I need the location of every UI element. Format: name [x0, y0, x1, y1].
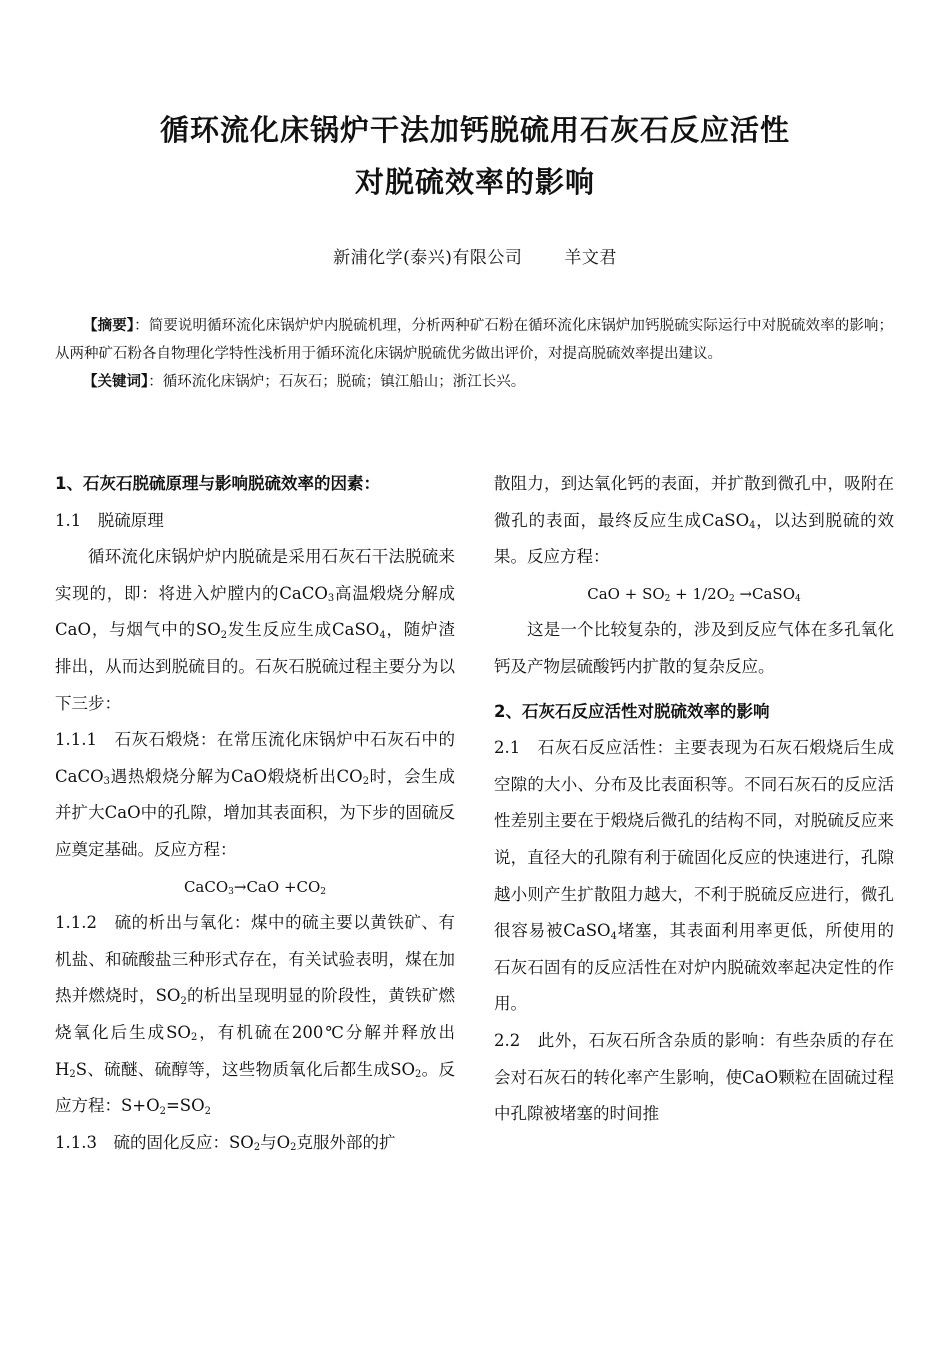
text-run: 1.1.2 硫的析出与氧化：煤中的硫主要以黄铁矿、有机盐、和硫酸盐三种形式存在，有关试验表明，煤在加热并燃烧时，SO	[55, 913, 455, 1006]
subscript: 2	[362, 776, 369, 788]
section-2-1-paragraph	[494, 730, 894, 1023]
text-run: CaCO	[183, 877, 229, 896]
affiliation: 新浦化学(泰兴)有限公司	[333, 248, 523, 268]
subscript: 2	[180, 995, 187, 1007]
text-run: →CaSO	[734, 584, 796, 603]
left-column	[55, 466, 455, 1161]
section-2-2-paragraph: 2.2 此外，石灰石所含杂质的影响：有些杂质的存在会对石灰石的转化率产生影响，使CaO颗粒在固硫过程中孔隙被堵塞的时间推	[494, 1030, 894, 1124]
subscript: 2	[320, 886, 327, 897]
subscript: 3	[228, 886, 234, 897]
subscript: 2	[190, 1032, 198, 1044]
subscript: 3	[103, 776, 110, 788]
text-run: 循环流化床锅炉炉内脱硫是采用石灰石干法脱硫来实现的，即：将进入炉膛内的CaCO	[55, 547, 455, 603]
title-line-1: 循环流化床锅炉干法加钙脱硫用石灰石反应活性	[159, 113, 790, 147]
subscript: 4	[795, 594, 801, 605]
subscript: 2	[69, 1068, 76, 1080]
text-run: 时，会生成并扩大CaO中的孔隙，增加其表面积，为下步的固硫反应奠定基础。反应方程：	[55, 766, 455, 859]
continued-paragraph	[494, 466, 894, 576]
abstract-label: 【摘要】	[83, 318, 135, 334]
text-run: 发生反应生成CaSO	[227, 620, 380, 640]
author-name: 羊文君	[564, 248, 617, 268]
subscript: 2	[664, 594, 671, 605]
equation-sulfation	[494, 576, 894, 613]
subscript: 2	[204, 1105, 211, 1117]
subscript: 2	[253, 1142, 261, 1154]
subscript: 2	[415, 1068, 422, 1080]
right-column	[494, 466, 894, 1133]
subscript: 3	[327, 593, 335, 605]
text-run: S、硫醚、硫醇等，这些物质氧化后都生成SO	[75, 1059, 416, 1079]
text-run: →CaO +CO	[233, 877, 321, 896]
text-run: 高温煅烧分解成CaO，与烟气中的SO	[55, 583, 455, 640]
section-2-heading: 2、石灰石反应活性对脱硫效率的影响	[494, 701, 770, 721]
subscript: 2	[220, 629, 228, 641]
section-1-1-3-paragraph	[55, 1125, 455, 1162]
keywords-paragraph	[55, 368, 893, 396]
title-line-2: 对脱硫效率的影响	[354, 165, 595, 199]
text-run: ，以达到脱硫的效果。反应方程：	[494, 510, 894, 567]
subscript: 4	[610, 930, 617, 942]
text-run: 克服外部的扩	[296, 1132, 396, 1152]
text-run: 遇热煅烧分解为CaO煅烧析出CO	[109, 766, 363, 786]
section-1-1-heading: 1.1 脱硫原理	[55, 510, 164, 530]
equation-calcination	[55, 869, 455, 906]
subscript: 2	[159, 1105, 166, 1117]
subscript: 2	[290, 1142, 297, 1154]
text-run: 。反应方程：S+O	[55, 1059, 455, 1116]
subscript: 4	[379, 629, 386, 641]
text-run: ，随炉渣排出，从而达到脱硫目的。石灰石脱硫过程主要分为以下三步：	[55, 620, 456, 713]
abstract-text: ：简要说明循环流化床锅炉炉内脱硫机理，分析两种矿石粉在循环流化床锅炉加钙脱硫实际运行中对脱硫效率的影响；从两种矿石粉各自物理化学特性浅析用于循环流化床锅炉脱硫优劣做出评价，对提高脱硫效率提出建议。	[55, 318, 894, 362]
abstract-paragraph	[55, 312, 893, 368]
principle-paragraph	[55, 539, 455, 722]
text-run: CaO + SO	[587, 584, 665, 603]
section-1-1-2-paragraph	[55, 905, 455, 1125]
text-run: ，有机硫在200℃分解并释放出H	[55, 1022, 455, 1079]
text-run: 堵塞，其表面利用率更低，所使用的石灰石固有的反应活性在对炉内脱硫效率起决定性的作用。	[494, 921, 894, 1014]
spacer	[494, 686, 894, 694]
complex-reaction-paragraph: 这是一个比较复杂的，涉及到反应气体在多孔氧化钙及产物层硫酸钙内扩散的复杂反应。	[494, 620, 894, 676]
text-run: 1.1.3 硫的固化反应：SO	[55, 1132, 254, 1152]
text-run: 2.1 石灰石反应活性：主要表现为石灰石煅烧后生成空隙的大小、分布及比表面积等。不同石灰石的反应活性差别主要在于煅烧后微孔的结构不同，对脱硫反应来说，直径大的孔隙有利于硫固化反应的快速进行，孔隙越小则产生扩散阻力越大，不利于脱硫反应进行，微孔很容易被CaSO	[494, 738, 894, 941]
subscript: 4	[749, 520, 756, 532]
author-line	[0, 243, 950, 268]
text-run: + 1/2O	[670, 584, 729, 603]
abstract-block	[55, 312, 893, 396]
keywords-text: ：循环流化床锅炉；石灰石；脱硫；镇江船山；浙江长兴。	[148, 374, 526, 390]
subscript: 2	[728, 594, 735, 605]
keywords-label: 【关键词】	[83, 374, 149, 390]
text-run: 1.1.1 石灰石煅烧：在常压流化床锅炉中石灰石中的CaCO	[55, 730, 455, 786]
text-run: 的析出呈现明显的阶段性，黄铁矿燃烧氧化后生成SO	[55, 986, 455, 1042]
text-run: 散阻力，到达氧化钙的表面，并扩散到微孔中，吸附在微孔的表面，最终反应生成CaSO	[494, 474, 894, 530]
section-1-heading: 1、石灰石脱硫原理与影响脱硫效率的因素：	[55, 474, 380, 493]
text-run: =SO	[165, 1096, 205, 1116]
section-1-1-1-paragraph	[55, 722, 455, 868]
text-run: 与O	[260, 1132, 291, 1152]
